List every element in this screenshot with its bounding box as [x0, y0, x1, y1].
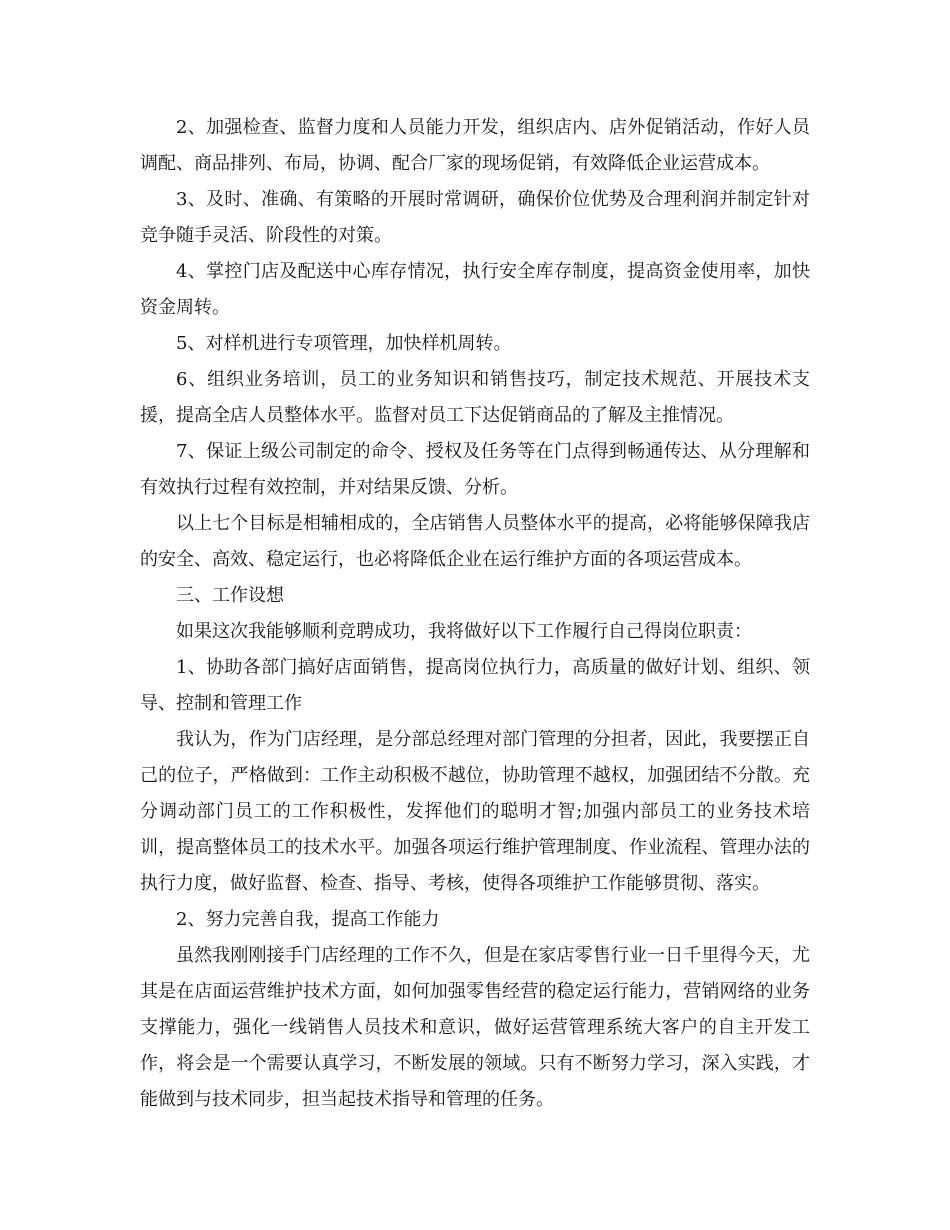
paragraph-item-4: 4、掌控门店及配送中心库存情况，执行安全库存制度，提高资金使用率，加快资金周转。	[140, 261, 810, 318]
section-heading-work-plan: 三、工作设想	[176, 585, 284, 606]
paragraph-item-5: 5、对样机进行专项管理，加快样机周转。	[176, 333, 512, 354]
paragraph-item-6: 6、组织业务培训，员工的业务知识和销售技巧，制定技术规范、开展技术支援，提高全店人员整体水平。监督对员工下达促销商品的了解及主推情况。	[140, 369, 810, 426]
paragraph-summary: 以上七个目标是相辅相成的，全店销售人员整体水平的提高，必将能够保障我店的安全、高效、稳定运行，也必将降低企业在运行维护方面的各项运营成本。	[140, 513, 810, 570]
paragraph-item-7: 7、保证上级公司制定的命令、授权及任务等在门点得到畅通传达、从分理解和有效执行过程有效控制，并对结果反馈、分析。	[140, 441, 810, 498]
paragraph-item-2: 2、加强检查、监督力度和人员能力开发，组织店内、店外促销活动，作好人员调配、商品排列、布局，协调、配合厂家的现场促销，有效降低企业运营成本。	[140, 117, 810, 174]
paragraph-intro: 如果这次我能够顺利竞聘成功，我将做好以下工作履行自己得岗位职责：	[176, 621, 752, 642]
subheading-2: 2、努力完善自我，提高工作能力	[176, 909, 440, 930]
subheading-1: 1、协助各部门搞好店面销售，提高岗位执行力，高质量的做好计划、组织、领导、控制和管理工作	[140, 657, 810, 714]
paragraph-item-3: 3、及时、准确、有策略的开展时常调研，确保价位优势及合理利润并制定针对竞争随手灵活、阶段性的对策。	[140, 189, 810, 246]
document-body	[140, 110, 810, 1118]
paragraph-body-2: 虽然我刚刚接手门店经理的工作不久，但是在家店零售行业一日千里得今天，尤其是在店面运营维护技术方面，如何加强零售经营的稳定运行能力，营销网络的业务支撑能力，强化一线销售人员技术和意识，做好运营管理系统大客户的自主开发工作，将会是一个需要认真学习，不断发展的领域。只有不断努力学习，深入实践，才能做到与技术同步，担当起技术指导和管理的任务。	[140, 945, 810, 1110]
paragraph-body-1: 我认为，作为门店经理，是分部总经理对部门管理的分担者，因此，我要摆正自己的位子，严格做到：工作主动积极不越位，协助管理不越权，加强团结不分散。充分调动部门员工的工作积极性，发挥他们的聪明才智;加强内部员工的业务技术培训，提高整体员工的技术水平。加强各项运行维护管理制度、作业流程、管理办法的执行力度，做好监督、检查、指导、考核，使得各项维护工作能够贯彻、落实。	[140, 729, 810, 894]
